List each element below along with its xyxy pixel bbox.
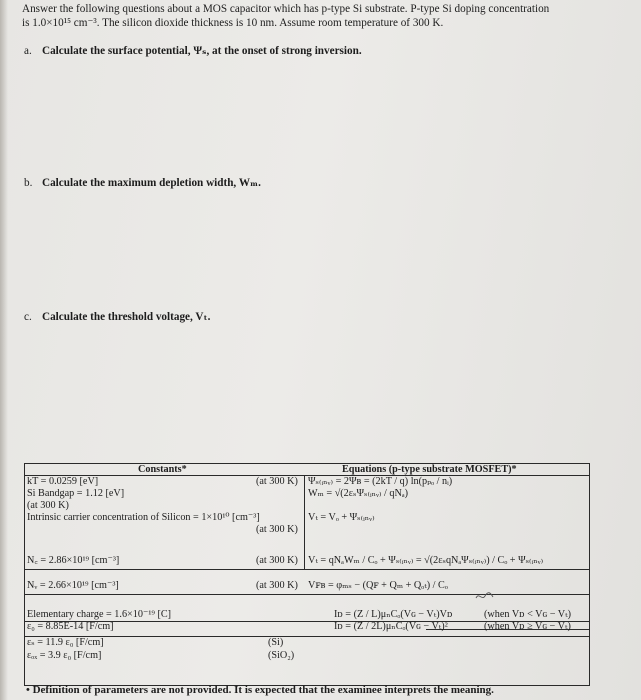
vt-expanded-equation: Vₜ = qNₐWₘ / Cₒ + Ψₛ₍ᵢₙᵥ₎ = √(2εₛqNₐΨₛ₍ᵢₙᵥ₎) / Cₒ + Ψₛ₍ᵢₙᵥ₎ xyxy=(308,555,544,566)
nc-constant: N꜀ = 2.86×10¹⁹ [cm⁻³] xyxy=(27,555,120,566)
table-column-divider xyxy=(304,475,305,570)
table-row-rule-1 xyxy=(24,569,590,570)
pen-squiggle-mark xyxy=(474,590,496,602)
kt-condition: (at 300 K) xyxy=(256,476,298,487)
eps0-constant: ε₀ = 8.85E-14 [F/cm] xyxy=(27,621,114,632)
id-linear-equation: Iᴅ = (Z / L)μₙCₒ(Vɢ − Vₜ)Vᴅ xyxy=(334,609,453,620)
part-b xyxy=(24,175,261,189)
question-intro xyxy=(22,2,622,30)
intro-line-1: Answer the following questions about a MOS capacitor which has p-type Si substrate. P-type Si doping concentration xyxy=(22,3,550,15)
part-c-label: c. xyxy=(24,311,32,323)
constants-header: Constants* xyxy=(138,464,187,475)
charge-constant: Elementary charge = 1.6×10⁻¹⁹ [C] xyxy=(27,609,172,620)
part-a xyxy=(24,43,362,57)
eps-si-constant: εₛ = 11.9 ε₀ [F/cm] xyxy=(27,637,104,648)
bandgap-constant: Si Bandgap = 1.12 [eV] xyxy=(27,488,125,499)
table-row-rule-2 xyxy=(24,594,590,595)
id-saturation-condition: (when Vᴅ ≥ Vɢ − Vₜ) xyxy=(484,621,571,632)
wm-equation: Wₘ = √(2εₛΨₛ₍ᵢₙᵥ₎ / qNₐ) xyxy=(308,488,409,499)
si-label: (Si) xyxy=(268,637,284,648)
intro-line-2: is 1.0×10¹⁵ cm⁻³. The silicon dioxide thickness is 10 nm. Assume room temperature of 300 K. xyxy=(22,17,444,29)
ni-constant: Intrinsic carrier concentration of Silicon = 1×10¹⁰ [cm⁻³] xyxy=(27,512,260,523)
equations-header: Equations (p-type substrate MOSFET)* xyxy=(342,464,517,475)
part-c xyxy=(24,309,210,323)
table-border-right xyxy=(589,463,590,685)
nv-constant: Nᵥ = 2.66×10¹⁹ [cm⁻³] xyxy=(27,580,119,591)
constants-equations-table xyxy=(24,463,590,685)
vt-equation: Vₜ = Vₒ + Ψₛ₍ᵢₙᵥ₎ xyxy=(308,512,375,523)
table-border-left xyxy=(24,463,25,685)
part-c-text: Calculate the threshold voltage, Vₜ. xyxy=(42,311,211,323)
eps-ox-constant: εₒₓ = 3.9 ε₀ [F/cm] xyxy=(27,650,102,661)
bandgap-condition: (at 300 K) xyxy=(27,500,69,511)
part-b-text: Calculate the maximum depletion width, Wₘ. xyxy=(42,177,261,189)
nc-condition: (at 300 K) xyxy=(256,555,298,566)
part-b-label: b. xyxy=(24,177,33,189)
sio2-label: (SiO₂) xyxy=(268,650,295,661)
page-shadow xyxy=(0,0,8,700)
kt-constant: kT = 0.0259 [eV] xyxy=(27,476,99,487)
part-a-text: Calculate the surface potential, Ψₛ, at the onset of strong inversion. xyxy=(42,45,362,57)
id-saturation-equation: Iᴅ = (Z / 2L)μₙCₒ(Vɢ − Vₜ)² xyxy=(334,621,448,632)
nv-condition: (at 300 K) xyxy=(256,580,298,591)
vfb-equation: Vꜰʙ = φₘₛ − (Qꜰ + Qₘ + Qₒₜ) / Cₒ xyxy=(308,580,448,591)
ni-condition: (at 300 K) xyxy=(256,524,298,535)
id-linear-condition: (when Vᴅ < Vɢ − Vₜ) xyxy=(484,609,572,620)
part-a-label: a. xyxy=(24,45,32,57)
psi-equation: Ψₛ₍ᵢₙᵥ₎ = 2Ψʙ = (2kT / q) ln(pₚₒ / nᵢ) xyxy=(308,476,453,487)
footnote: • Definition of parameters are not provided. It is expected that the examinee interprets the meaning. xyxy=(26,684,494,696)
table-row-rule-4 xyxy=(24,636,590,637)
